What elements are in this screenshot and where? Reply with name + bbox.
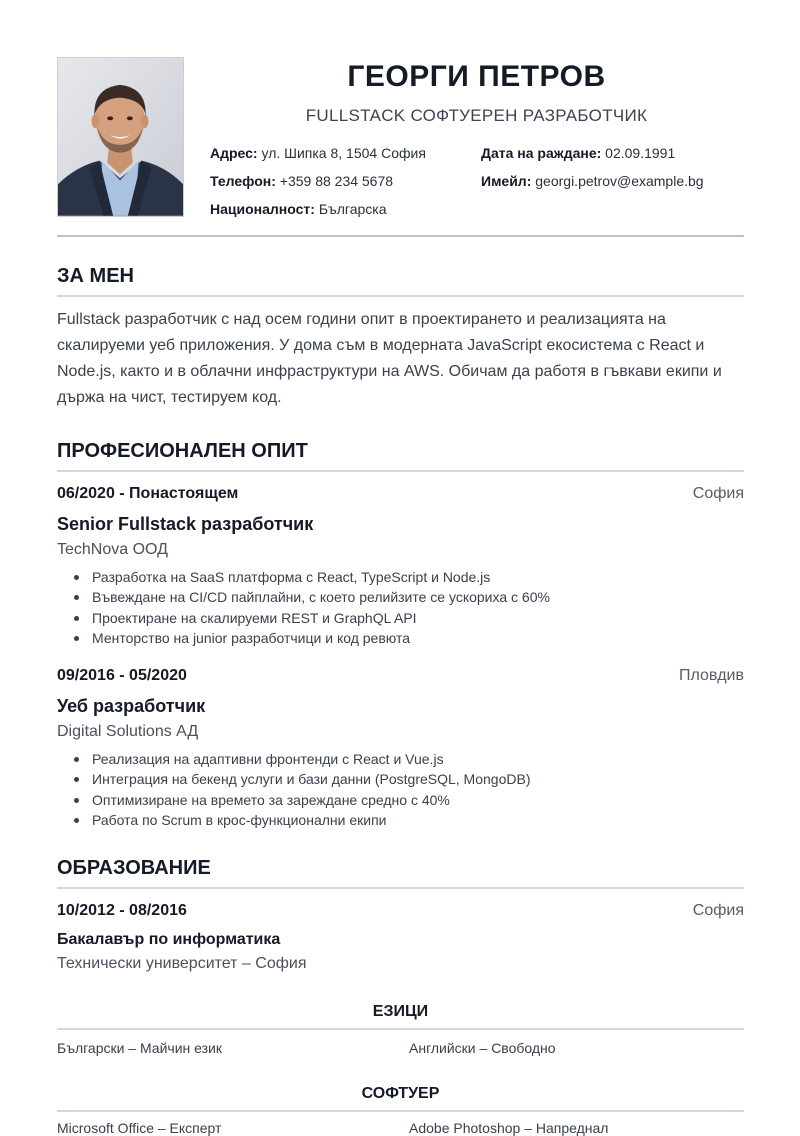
job-2-company: Digital Solutions АД bbox=[57, 723, 199, 740]
job-1-bullets bbox=[72, 567, 550, 648]
education-heading: ОБРАЗОВАНИЕ bbox=[57, 857, 744, 889]
birth-label: Дата на раждане: bbox=[481, 145, 602, 161]
list-item: Менторство на junior разработчици и код ревюта bbox=[72, 628, 550, 648]
list-item: Реализация на адаптивни фронтенди с React и Vue.js bbox=[72, 749, 530, 769]
list-item: Оптимизиране на времето за зареждане средно с 40% bbox=[72, 790, 530, 810]
cv-page bbox=[57, 57, 744, 1136]
phone-value: +359 88 234 5678 bbox=[279, 173, 394, 189]
software-heading: СОФТУЕР bbox=[57, 1085, 744, 1112]
email-value: georgi.petrov@example.bg bbox=[535, 173, 704, 189]
software-item: Microsoft Office – Експерт bbox=[57, 1120, 222, 1136]
contact-address bbox=[210, 145, 426, 161]
contact-email bbox=[481, 173, 704, 189]
job-1-company: TechNova ООД bbox=[57, 541, 168, 558]
job-title: FULLSTACK СОФТУЕРЕН РАЗРАБОТЧИК bbox=[305, 106, 648, 125]
list-item: Проектиране на скалируеми REST и GraphQL API bbox=[72, 608, 550, 628]
job-1-city: София bbox=[692, 485, 744, 502]
nationality-label: Националност: bbox=[210, 201, 315, 217]
job-2-role: Уеб разработчик bbox=[57, 696, 206, 716]
job-1-role: Senior Fullstack разработчик bbox=[57, 514, 314, 534]
profile-photo bbox=[57, 57, 184, 217]
list-item: Разработка на SaaS платформа с React, TypeScript и Node.js bbox=[72, 567, 550, 587]
profile-photo-illustration bbox=[58, 58, 183, 216]
address-value: ул. Шипка 8, 1504 София bbox=[261, 145, 426, 161]
job-2-dates: 09/2016 - 05/2020 bbox=[57, 667, 187, 684]
list-item: Въвеждане на CI/CD пайплайни, с което релийзите се ускориха с 60% bbox=[72, 587, 550, 607]
job-2-city: Пловдив bbox=[678, 667, 744, 684]
education-degree: Бакалавър по информатика bbox=[57, 931, 281, 948]
phone-label: Телефон: bbox=[210, 173, 276, 189]
nationality-value: Българска bbox=[318, 201, 387, 217]
education-city: София bbox=[692, 902, 744, 919]
experience-heading: ПРОФЕСИОНАЛЕН ОПИТ bbox=[57, 440, 744, 472]
email-label: Имейл: bbox=[481, 173, 532, 189]
job-2-bullets bbox=[72, 749, 530, 830]
language-item: Български – Майчин език bbox=[57, 1040, 222, 1056]
languages-heading: ЕЗИЦИ bbox=[57, 1003, 744, 1030]
about-text: Fullstack разработчик с над осем години опит в проектирането и реализацията на скалируеми уеб приложения. У дома съм в модерната JavaScript екосистема с React и Node.js, както и в облачни инфраструктури на AWS. Обичам да работя в гъвкави екипи и държа на чист, тестируем код. bbox=[57, 311, 722, 406]
education-dates: 10/2012 - 08/2016 bbox=[57, 902, 187, 919]
about-heading: ЗА МЕН bbox=[57, 265, 744, 297]
list-item: Работа по Scrum в крос-функционални екипи bbox=[72, 810, 530, 830]
language-item: Английски – Свободно bbox=[409, 1040, 556, 1056]
birth-value: 02.09.1991 bbox=[605, 145, 676, 161]
full-name: ГЕОРГИ ПЕТРОВ bbox=[347, 60, 606, 93]
contact-phone bbox=[210, 173, 393, 189]
education-school: Технически университет – София bbox=[57, 955, 307, 972]
contact-birth bbox=[481, 145, 675, 161]
address-label: Адрес: bbox=[210, 145, 258, 161]
job-1-dates: 06/2020 - Понастоящем bbox=[57, 485, 239, 502]
list-item: Интеграция на бекенд услуги и бази данни (PostgreSQL, MongoDB) bbox=[72, 769, 530, 789]
cv-header bbox=[57, 57, 744, 235]
contact-nationality bbox=[210, 201, 387, 217]
header-divider bbox=[57, 235, 744, 237]
software-item: Adobe Photoshop – Напреднал bbox=[409, 1120, 609, 1136]
